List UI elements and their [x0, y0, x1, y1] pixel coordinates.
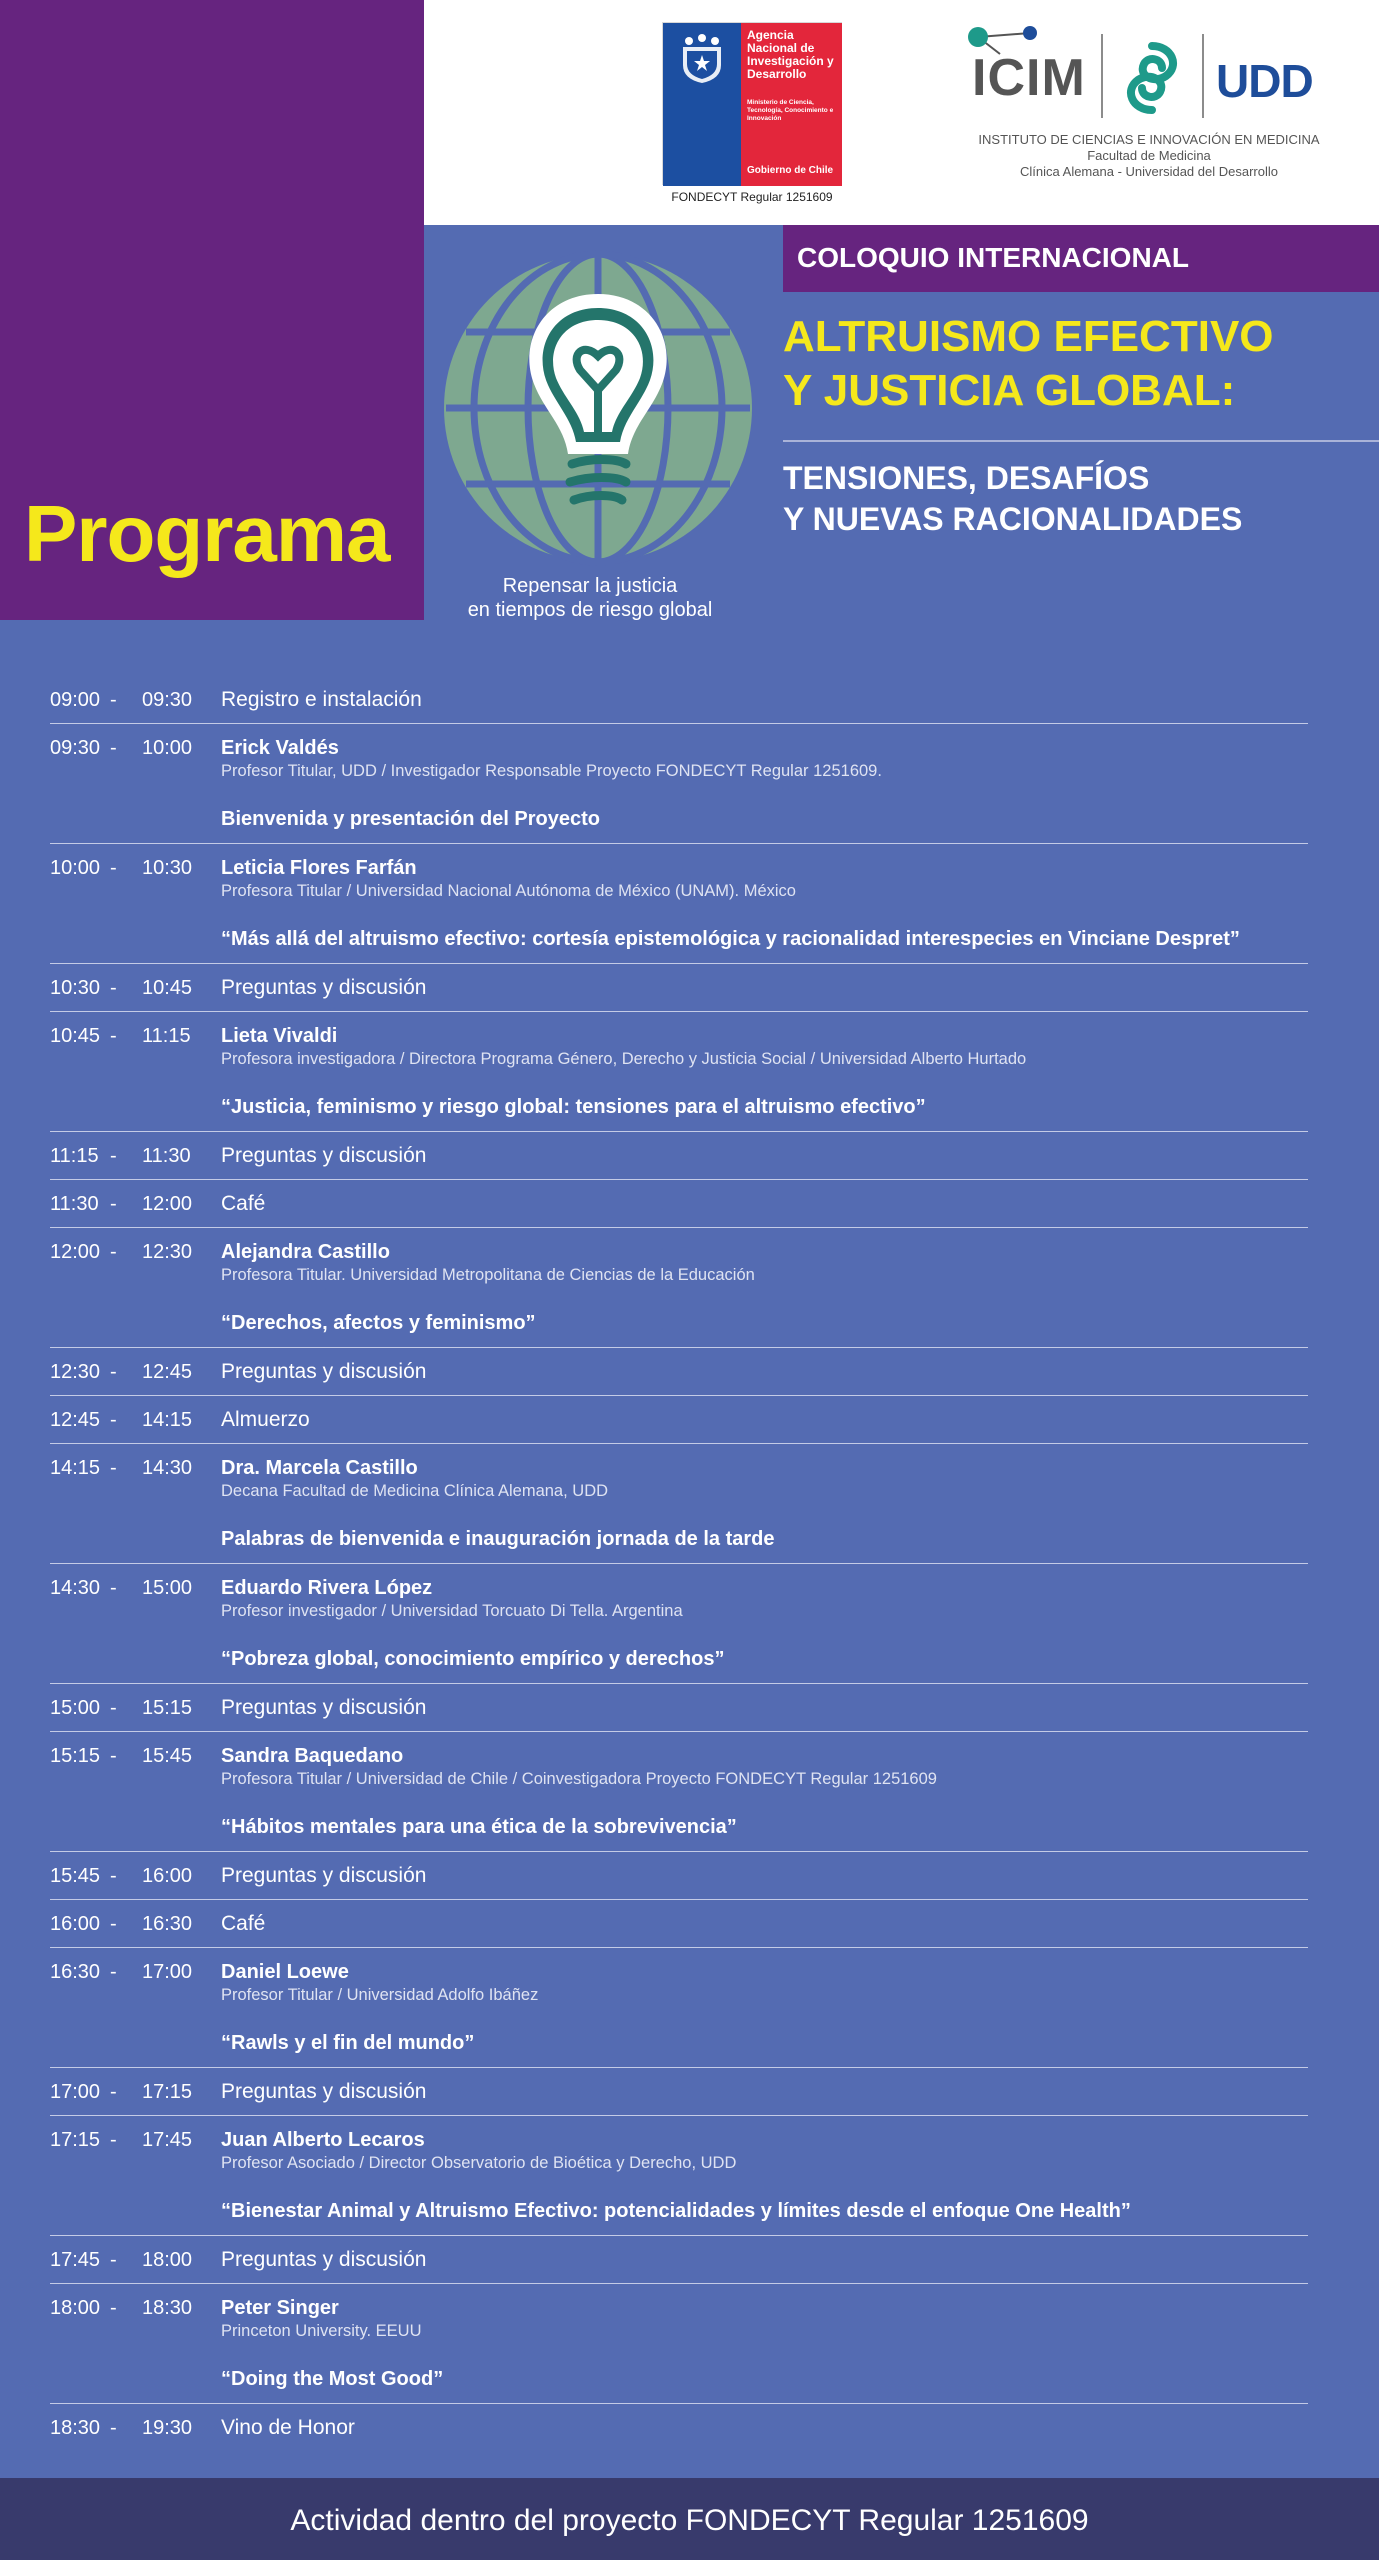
- time-dash: -: [110, 1241, 117, 1263]
- time-dash: -: [110, 1361, 117, 1383]
- time-dash: -: [110, 977, 117, 999]
- start-time: 09:00: [50, 689, 101, 711]
- speaker-name: Peter Singer: [221, 2297, 339, 2319]
- schedule-row: [50, 2284, 1308, 2404]
- speaker-name: Lieta Vivaldi: [221, 1025, 338, 1047]
- start-time: 15:45: [50, 1865, 101, 1887]
- time-dash: -: [110, 2417, 117, 2439]
- session-label: Preguntas y discusión: [221, 976, 427, 999]
- time-dash: -: [110, 1745, 117, 1767]
- speaker-affiliation: Profesor Titular, UDD / Investigador Responsable Proyecto FONDECYT Regular 1251609.: [221, 762, 882, 780]
- end-time: 11:15: [142, 1025, 191, 1047]
- speaker-name: Alejandra Castillo: [221, 1241, 390, 1263]
- speaker-affiliation: Profesora Titular / Universidad Nacional Autónoma de México (UNAM). México: [221, 882, 796, 900]
- schedule-list: [50, 676, 1308, 2452]
- event-subtitle-line: TENSIONES, DESAFÍOS: [783, 460, 1150, 496]
- start-time: 10:45: [50, 1025, 101, 1047]
- speaker-affiliation: Profesor Titular / Universidad Adolfo Ibáñez: [221, 1986, 539, 2004]
- session-label: Preguntas y discusión: [221, 1696, 427, 1719]
- end-time: 16:30: [142, 1913, 193, 1935]
- start-time: 18:30: [50, 2417, 101, 2439]
- start-time: 15:15: [50, 1745, 101, 1767]
- schedule-row: [50, 1948, 1308, 2068]
- end-time: 17:15: [142, 2081, 193, 2103]
- start-time: 17:45: [50, 2249, 101, 2271]
- end-time: 15:15: [142, 1697, 193, 1719]
- speaker-name: Eduardo Rivera López: [221, 1577, 433, 1599]
- time-dash: -: [110, 1865, 117, 1887]
- icim-caption-line: INSTITUTO DE CIENCIAS E INNOVACIÓN EN MEDICINA: [978, 132, 1320, 147]
- schedule-row: [50, 1852, 1308, 1900]
- globe-lightbulb-icon: [440, 250, 756, 566]
- schedule-row: [50, 2116, 1308, 2236]
- start-time: 14:30: [50, 1577, 101, 1599]
- talk-title: “Doing the Most Good”: [221, 2368, 444, 2390]
- talk-title: “Pobreza global, conocimiento empírico y derechos”: [221, 1648, 725, 1670]
- end-time: 17:00: [142, 1961, 193, 1983]
- end-time: 14:15: [142, 1409, 193, 1431]
- schedule-row: [50, 1228, 1308, 1348]
- schedule-row: [50, 2404, 1308, 2452]
- speaker-affiliation: Princeton University. EEUU: [221, 2322, 422, 2340]
- anid-blue-panel: [663, 23, 741, 186]
- schedule-row: [50, 1900, 1308, 1948]
- schedule-row: [50, 1132, 1308, 1180]
- start-time: 09:30: [50, 737, 101, 759]
- time-dash: -: [110, 2249, 117, 2271]
- end-time: 10:30: [142, 857, 193, 879]
- start-time: 11:15: [50, 1145, 99, 1167]
- speaker-affiliation: Profesora investigadora / Directora Programa Género, Derecho y Justicia Social / Universidad Alberto Hurtado: [221, 1050, 1027, 1068]
- end-time: 10:00: [142, 737, 193, 759]
- session-label: Café: [221, 1912, 266, 1935]
- anid-title: Agencia Nacional de Investigación y Desarrollo: [747, 28, 834, 81]
- knot-icon: [1114, 40, 1190, 116]
- time-dash: -: [110, 1457, 117, 1479]
- schedule-row: [50, 1348, 1308, 1396]
- end-time: 14:30: [142, 1457, 193, 1479]
- speaker-affiliation: Profesora Titular / Universidad de Chile / Coinvestigadora Proyecto FONDECYT Regular 1251609: [221, 1770, 937, 1788]
- schedule-row: [50, 2236, 1308, 2284]
- globe-caption: [430, 574, 750, 622]
- speaker-name: Daniel Loewe: [221, 1961, 349, 1983]
- globe-caption-line: en tiempos de riesgo global: [467, 599, 713, 621]
- start-time: 17:15: [50, 2129, 101, 2151]
- start-time: 16:00: [50, 1913, 101, 1935]
- footer-bar: [0, 2478, 1379, 2560]
- schedule-row: [50, 1012, 1308, 1132]
- schedule-row: [50, 1396, 1308, 1444]
- anid-government: Gobierno de Chile: [747, 165, 834, 176]
- anid-ministry: Ministerio de Ciencia, Tecnología, Conocimiento e Innovación: [747, 99, 834, 122]
- talk-title: “Rawls y el fin del mundo”: [221, 2032, 475, 2054]
- logo-divider: [1202, 34, 1204, 118]
- start-time: 10:00: [50, 857, 101, 879]
- speaker-affiliation: Profesora Titular. Universidad Metropolitana de Ciencias de la Educación: [221, 1266, 755, 1284]
- time-dash: -: [110, 1697, 117, 1719]
- time-dash: -: [110, 1025, 117, 1047]
- end-time: 12:00: [142, 1193, 193, 1215]
- talk-title: “Más allá del altruismo efectivo: cortesía epistemológica y racionalidad interespecies en Vinciane Despret”: [221, 928, 1240, 950]
- event-title: [783, 310, 1373, 418]
- anid-caption: FONDECYT Regular 1251609: [671, 190, 833, 204]
- coloquio-banner: [783, 225, 1379, 292]
- end-time: 19:30: [142, 2417, 193, 2439]
- icim-udd-logo: [964, 24, 1334, 124]
- start-time: 10:30: [50, 977, 101, 999]
- session-label: Vino de Honor: [221, 2416, 355, 2439]
- time-dash: -: [110, 689, 117, 711]
- end-time: 09:30: [142, 689, 193, 711]
- end-time: 12:45: [142, 1361, 193, 1383]
- event-subtitle-line: Y NUEVAS RACIONALIDADES: [783, 501, 1243, 537]
- end-time: 15:45: [142, 1745, 193, 1767]
- event-title-line: Y JUSTICIA GLOBAL:: [783, 366, 1236, 415]
- schedule-row: [50, 676, 1308, 724]
- schedule-row: [50, 1444, 1308, 1564]
- programa-block: [0, 0, 424, 620]
- session-label: Preguntas y discusión: [221, 1144, 427, 1167]
- talk-title: Bienvenida y presentación del Proyecto: [221, 808, 601, 830]
- talk-title: Palabras de bienvenida e inauguración jornada de la tarde: [221, 1528, 775, 1550]
- time-dash: -: [110, 1577, 117, 1599]
- end-time: 18:30: [142, 2297, 193, 2319]
- icim-caption: [964, 132, 1334, 180]
- schedule-row: [50, 2068, 1308, 2116]
- anid-red-panel: [741, 23, 842, 186]
- icim-caption-line: Clínica Alemana - Universidad del Desarrollo: [1020, 164, 1278, 179]
- start-time: 17:00: [50, 2081, 101, 2103]
- start-time: 12:30: [50, 1361, 101, 1383]
- time-dash: -: [110, 1961, 117, 1983]
- globe-caption-line: Repensar la justicia: [502, 575, 678, 597]
- schedule-row: [50, 1684, 1308, 1732]
- coloquio-label: COLOQUIO INTERNACIONAL: [797, 242, 1189, 273]
- time-dash: -: [110, 2129, 117, 2151]
- event-title-line: ALTRUISMO EFECTIVO: [783, 312, 1274, 361]
- start-time: 14:15: [50, 1457, 101, 1479]
- title-divider: [783, 440, 1379, 442]
- speaker-affiliation: Profesor Asociado / Director Observatorio de Bioética y Derecho, UDD: [221, 2154, 737, 2172]
- schedule-row: [50, 724, 1308, 844]
- anid-logo: [662, 22, 842, 185]
- start-time: 12:45: [50, 1409, 101, 1431]
- speaker-name: Leticia Flores Farfán: [221, 857, 417, 879]
- start-time: 12:00: [50, 1241, 101, 1263]
- speaker-affiliation: Profesor investigador / Universidad Torcuato Di Tella. Argentina: [221, 1602, 683, 1620]
- end-time: 10:45: [142, 977, 193, 999]
- time-dash: -: [110, 1145, 117, 1167]
- speaker-name: Erick Valdés: [221, 737, 339, 759]
- session-label: Preguntas y discusión: [221, 1360, 427, 1383]
- schedule-row: [50, 1564, 1308, 1684]
- time-dash: -: [110, 2081, 117, 2103]
- start-time: 15:00: [50, 1697, 101, 1719]
- schedule-row: [50, 964, 1308, 1012]
- talk-title: “Hábitos mentales para una ética de la sobrevivencia”: [221, 1816, 737, 1838]
- session-label: Registro e instalación: [221, 688, 422, 711]
- footer-text: Actividad dentro del proyecto FONDECYT Regular 1251609: [290, 2504, 1089, 2537]
- session-label: Preguntas y discusión: [221, 2248, 427, 2271]
- session-label: Preguntas y discusión: [221, 1864, 427, 1887]
- end-time: 11:30: [142, 1145, 191, 1167]
- session-label: Preguntas y discusión: [221, 2080, 427, 2103]
- session-label: Café: [221, 1192, 266, 1215]
- speaker-name: Dra. Marcela Castillo: [221, 1457, 418, 1479]
- start-time: 16:30: [50, 1961, 101, 1983]
- time-dash: -: [110, 1409, 117, 1431]
- end-time: 16:00: [142, 1865, 193, 1887]
- icim-caption-line: Facultad de Medicina: [1087, 148, 1211, 163]
- schedule-row: [50, 1732, 1308, 1852]
- talk-title: “Justicia, feminismo y riesgo global: tensiones para el altruismo efectivo”: [221, 1096, 926, 1118]
- event-subtitle: [783, 458, 1373, 540]
- end-time: 15:00: [142, 1577, 193, 1599]
- icim-wordmark: ICIM: [972, 49, 1086, 107]
- talk-title: “Bienestar Animal y Altruismo Efectivo: potencialidades y límites desde el enfoque One Health”: [221, 2200, 1131, 2222]
- start-time: 11:30: [50, 1193, 99, 1215]
- speaker-name: Sandra Baquedano: [221, 1745, 404, 1767]
- speaker-name: Juan Alberto Lecaros: [221, 2129, 425, 2151]
- time-dash: -: [110, 737, 117, 759]
- programa-heading: Programa: [24, 489, 390, 578]
- time-dash: -: [110, 1913, 117, 1935]
- end-time: 18:00: [142, 2249, 193, 2271]
- time-dash: -: [110, 857, 117, 879]
- time-dash: -: [110, 2297, 117, 2319]
- speaker-affiliation: Decana Facultad de Medicina Clínica Alemana, UDD: [221, 1482, 609, 1500]
- schedule-row: [50, 844, 1308, 964]
- start-time: 18:00: [50, 2297, 101, 2319]
- logo-divider: [1101, 34, 1103, 118]
- session-label: Almuerzo: [221, 1408, 310, 1431]
- talk-title: “Derechos, afectos y feminismo”: [221, 1312, 536, 1334]
- schedule-row: [50, 1180, 1308, 1228]
- end-time: 17:45: [142, 2129, 193, 2151]
- chile-shield-icon: [677, 33, 727, 85]
- end-time: 12:30: [142, 1241, 193, 1263]
- udd-wordmark: UDD: [1216, 55, 1313, 107]
- time-dash: -: [110, 1193, 117, 1215]
